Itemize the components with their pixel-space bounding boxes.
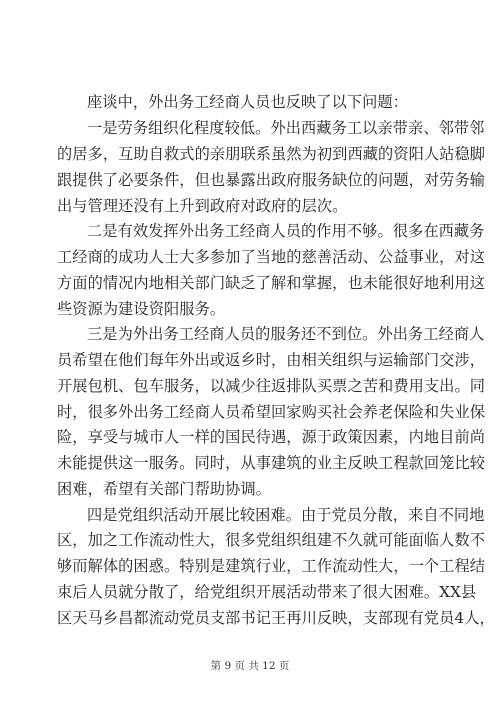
text-line: 二是有效发挥外出务工经商人员的作用不够。很多在西藏务 (87, 222, 485, 240)
text-line: 够而解体的困惑。特别是建筑行业，工作流动性大，一个工程结 (57, 557, 486, 575)
text-line: 区，加之工作流动性大，很多党组织组建不久就可能面临人数不 (57, 531, 486, 549)
text-line: 一是劳务组织化程度较低。外出西藏务工以亲带亲、邻带邻 (87, 119, 485, 137)
text-line: 区天马乡昌都流动党员支部书记王再川反映，支部现有党员4人， (57, 609, 495, 627)
page-number-footer: 第 9 页 共 12 页 (210, 660, 290, 672)
text-line: 三是为外出务工经商人员的服务还不到位。外出务工经商人 (87, 325, 485, 343)
text-line: 方面的情况内地相关部门缺乏了解和掌握，也未能很好地利用这 (57, 274, 486, 292)
text-line: 险，享受与城市人一样的国民待遇，源于政策因素，内地目前尚 (57, 428, 486, 446)
text-line: 时，很多外出务工经商人员希望回家购买社会养老保险和失业保 (57, 403, 486, 421)
text-line: 出与管理还没有上升到政府对政府的层次。 (57, 197, 348, 215)
text-line: 些资源为建设资阳服务。 (57, 300, 226, 318)
text-line: 未能提供这一服务。同时，从事建筑的业主反映工程款回笼比较 (57, 454, 486, 472)
text-line: 束后人员就分散了，给党组织开展活动带来了很大困难。XX县 (57, 583, 477, 601)
text-line: 跟提供了必要条件，但也暴露出政府服务缺位的问题，对劳务输 (57, 171, 486, 189)
text-line: 座谈中，外出务工经商人员也反映了以下问题： (87, 93, 409, 111)
text-line: 困难，希望有关部门帮助协调。 (57, 480, 272, 498)
text-line: 员希望在他们每年外出或返乡时，由相关组织与运输部门交涉， (57, 351, 486, 369)
text-line: 四是党组织活动开展比较困难。由于党员分散，来自不同地 (87, 506, 485, 524)
text-line: 工经商的成功人士大多参加了当地的慈善活动、公益事业，对这 (57, 248, 486, 266)
text-line: 开展包机、包车服务，以减少往返排队买票之苦和费用支出。同 (57, 377, 486, 395)
text-line: 的居多，互助自救式的亲朋联系虽然为初到西藏的资阳人站稳脚 (57, 145, 486, 163)
